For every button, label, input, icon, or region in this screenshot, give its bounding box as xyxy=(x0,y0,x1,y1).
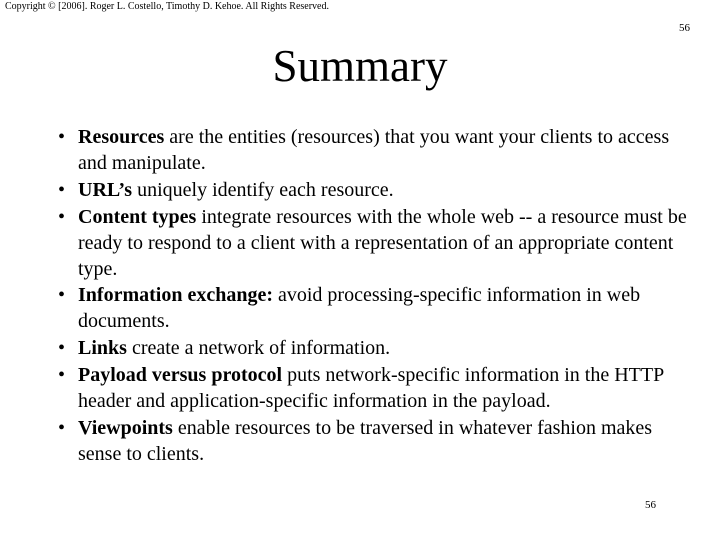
bullet-icon: • xyxy=(58,205,66,228)
page-number-top: 56 xyxy=(679,22,690,34)
bullet-item-urls xyxy=(58,177,688,203)
bullet-text: enable resources to be traversed in whatever fashion makes sense to clients. xyxy=(78,416,653,465)
bullet-item-links xyxy=(58,335,688,361)
bullet-icon: • xyxy=(58,363,66,386)
bullet-text: are the entities (resources) that you want your clients to access and manipulate. xyxy=(78,126,670,174)
bullet-item-resources xyxy=(58,124,688,176)
bullet-icon: • xyxy=(58,178,66,201)
bullet-term: Information exchange: xyxy=(78,284,273,307)
bullet-list xyxy=(58,124,688,468)
bullet-icon: • xyxy=(58,126,66,148)
bullet-text: integrate resources with the whole web -- a resource must be ready to respond to a client with a representation of an appropriate content type. xyxy=(78,205,687,280)
bullet-term: Viewpoints xyxy=(78,416,173,439)
bullet-text: puts network-specific information in the HTTP header and application-specific information in the payload. xyxy=(78,363,664,412)
slide-title: Summary xyxy=(272,41,448,91)
copyright-notice: Copyright © [2006]. Roger L. Costello, Timothy D. Kehoe. All Rights Reserved. xyxy=(5,1,329,12)
bullet-icon: • xyxy=(58,337,66,360)
bullet-text: uniquely identify each resource. xyxy=(132,178,394,201)
bullet-item-viewpoints xyxy=(58,415,688,467)
bullet-icon: • xyxy=(58,284,66,307)
bullet-icon: • xyxy=(58,416,66,439)
bullet-term: Links xyxy=(78,337,127,360)
bullet-term: Resources xyxy=(78,126,165,148)
bullet-term: Payload versus protocol xyxy=(78,363,283,386)
bullet-text: avoid processing-specific information in web documents. xyxy=(78,284,641,333)
bullet-item-payload-versus-protocol xyxy=(58,362,688,414)
bullet-item-information-exchange xyxy=(58,282,688,334)
bullet-item-content-types xyxy=(58,204,688,282)
bullet-term: URL’s xyxy=(78,178,133,201)
bullet-text: create a network of information. xyxy=(126,337,391,360)
bullet-term: Content types xyxy=(78,205,197,228)
page-number-bottom: 56 xyxy=(645,499,656,511)
